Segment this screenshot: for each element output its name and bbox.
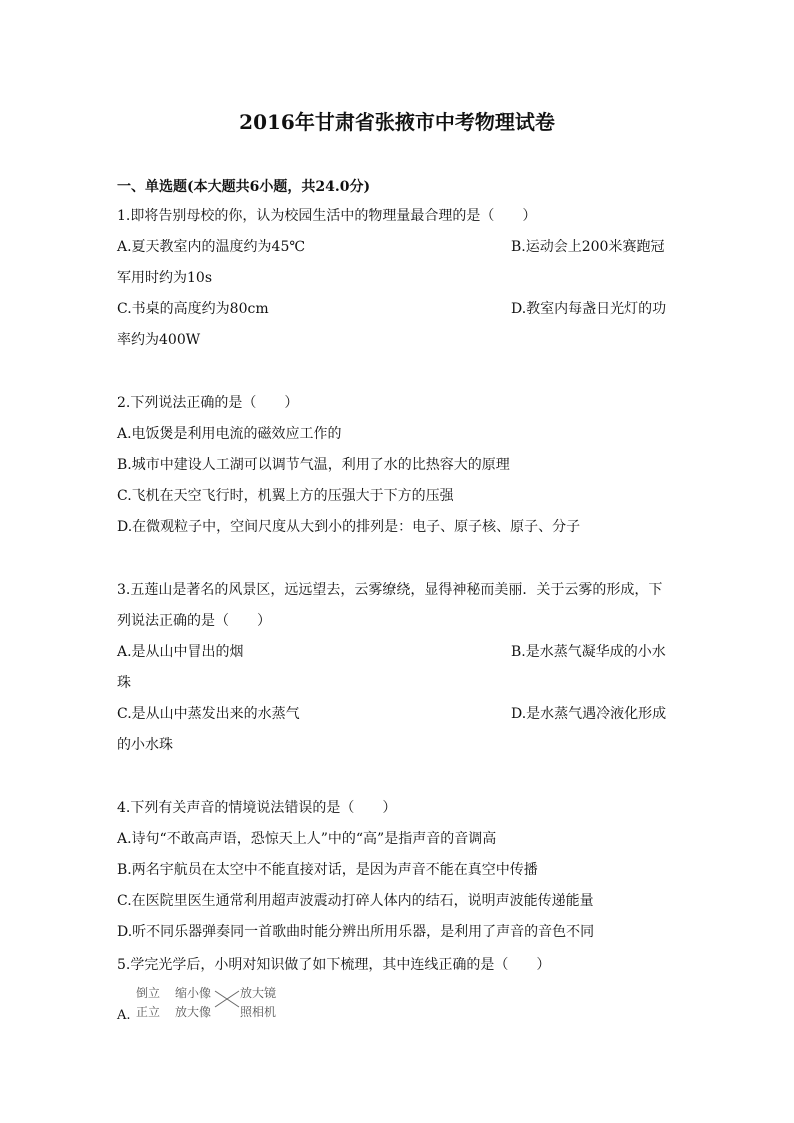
q1-option-d-cont: 率约为400W [117, 332, 201, 348]
figure-label-enlarged-image: 放大像 [175, 1005, 212, 1019]
q3-option-a: A.是从山中冒出的烟 [117, 644, 244, 660]
q2-option-a: A.电饭煲是利用电流的磁效应工作的 [117, 426, 342, 442]
figure-label-reduced-image: 缩小像 [175, 986, 212, 1000]
figure-label-inverted: 倒立 [136, 986, 161, 1000]
figure-cross-lines [214, 988, 240, 1010]
q4-option-b: B.两名宇航员在太空中不能直接对话，是因为声音不能在真空中传播 [117, 862, 538, 878]
q3-option-d-cont: 的小水珠 [117, 737, 173, 753]
q4-stem: 4.下列有关声音的情境说法错误的是（ ） [117, 800, 397, 816]
figure-label-upright: 正立 [136, 1005, 161, 1019]
q3-stem-cont: 列说法正确的是（ ） [117, 613, 271, 629]
q2-option-c: C.飞机在天空飞行时，机翼上方的压强大于下方的压强 [117, 488, 454, 504]
q2-stem: 2.下列说法正确的是（ ） [117, 395, 299, 411]
q5-stem: 5.学完光学后，小明对知识做了如下梳理，其中连线正确的是（ ） [117, 957, 551, 973]
q2-option-d: D.在微观粒子中，空间尺度从大到小的排列是：电子、原子核、原子、分子 [117, 519, 581, 535]
q1-option-a: A.夏天教室内的温度约为45℃ [117, 239, 306, 255]
q3-stem: 3.五莲山是著名的风景区，远远望去，云雾缭绕，显得神秘而美丽．关于云雾的形成，下 [117, 582, 663, 598]
q4-option-d: D.听不同乐器弹奏同一首歌曲时能分辨出所用乐器，是利用了声音的音色不同 [117, 924, 595, 940]
q1-option-d: D.教室内每盏日光灯的功 [511, 301, 667, 317]
q4-option-c: C.在医院里医生通常利用超声波震动打碎人体内的结石，说明声波能传递能量 [117, 893, 594, 909]
figure-label-magnifier: 放大镜 [240, 986, 277, 1000]
q3-option-b: B.是水蒸气凝华成的小水 [511, 644, 666, 660]
q5-option-a-figure [117, 984, 297, 1023]
q2-option-b: B.城市中建设人工湖可以调节气温，利用了水的比热容大的原理 [117, 457, 510, 473]
page-title: 2016年甘肃省张掖市中考物理试卷 [239, 110, 555, 134]
q1-option-b: B.运动会上200米赛跑冠 [511, 239, 665, 255]
q5-option-label: A. [117, 1008, 131, 1023]
q4-option-a: A.诗句“不敢高声语，恐惊天上人”中的“高”是指声音的音调高 [117, 831, 497, 847]
q3-option-b-cont: 珠 [117, 675, 131, 691]
q3-option-c: C.是从山中蒸发出来的水蒸气 [117, 706, 300, 722]
section-heading: 一、单选题(本大题共6小题，共24.0分) [117, 179, 371, 195]
q1-option-b-cont: 军用时约为10s [117, 270, 212, 286]
q1-stem: 1.即将告别母校的你，认为校园生活中的物理量最合理的是（ ） [117, 208, 537, 224]
q3-option-d: D.是水蒸气遇冷液化形成 [511, 706, 667, 722]
q1-option-c: C.书桌的高度约为80cm [117, 301, 269, 317]
figure-label-camera: 照相机 [240, 1005, 277, 1019]
